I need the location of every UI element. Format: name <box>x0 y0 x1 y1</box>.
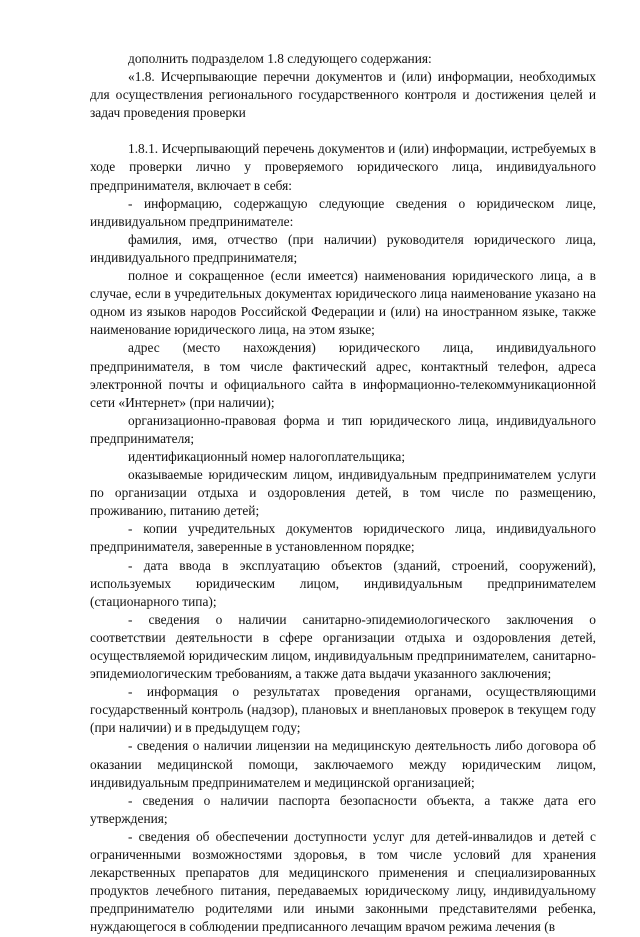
list-item-inspection-results: - информация о результатах проведения органами, осуществляющими государственный контроль (надзор), плановых и внеплановых проверок в текущем году (при наличии) и в предыдущем году; <box>90 684 596 736</box>
list-item-accessibility: - сведения об обеспечении доступности услуг для детей-инвалидов и детей с ограниченными возможностями здоровья, в том числе условий для хранения лекарственных препаратов для медицинского применения и специализированных продуктов лечебного питания, передаваемых юридическому лицу, индивидуальному предпринимателю родителями или иными законными представителями ребенка, нуждающегося в соблюдении предписанного лечащим врачом режима лечения (в <box>90 828 596 935</box>
list-item-info: - информацию, содержащую следующие сведения о юридическом лице, индивидуальном предпринимателе: <box>90 195 596 229</box>
paragraph-1-8-1: 1.8.1. Исчерпывающий перечень документов и (или) информации, истребуемых в ходе проверки лично у проверяемого юридического лица, индивидуального предпринимателя, включает в себя: <box>90 141 596 193</box>
paragraph-inn: идентификационный номер налогоплательщика; <box>128 448 406 464</box>
paragraph-legal-form: организационно-правовая форма и тип юридического лица, индивидуального предпринимателя; <box>90 412 596 446</box>
paragraph-section-1-8-heading: «1.8. Исчерпывающие перечни документов и (или) информации, необходимых для осуществления регионального государственного контроля и достижения целей и задач проведения проверки <box>90 69 596 121</box>
list-item-commissioning-date: - дата ввода в эксплуатацию объектов (зданий, строений, сооружений), используемых юридическим лицом, индивидуальным предпринимателем (стационарного типа); <box>90 557 596 609</box>
paragraph-services: оказываемые юридическим лицом, индивидуальным предпринимателем услуги по организации отдыха и оздоровления детей, в том числе по размещению, проживанию, питанию детей; <box>90 467 596 519</box>
list-item-medical-license: - сведения о наличии лицензии на медицинскую деятельность либо договора об оказании медицинской помощи, заключаемого между юридическим лицом, индивидуальным предпринимателем и медицинской организацией; <box>90 738 596 790</box>
list-item-charter-copies: - копии учредительных документов юридического лица, индивидуального предпринимателя, заверенные в установленном порядке; <box>90 521 596 555</box>
list-item-sanitary-conclusion: - сведения о наличии санитарно-эпидемиологического заключения о соответствии деятельности в сфере организации отдыха и оздоровления детей, осуществляемой юридическим лицом, индивидуальным предпринимателем, санитарно-эпидемиологическим требованиям, а также дата выдачи указанного заключения; <box>90 611 596 682</box>
paragraph-name: полное и сокращенное (если имеется) наименования юридического лица, а в случае, если в учредительных документах юридического лица наименование указано на одном из языков народов Российской Федерации и (или) на иностранном языке, также наименование юридического лица, на этом языке; <box>90 268 596 338</box>
list-item-safety-passport: - сведения о наличии паспорта безопасности объекта, а также дата его утверждения; <box>90 792 596 826</box>
paragraph-address: адрес (место нахождения) юридического лица, индивидуального предпринимателя, в том числе фактический адрес, контактный телефон, адреса электронной почты и официального сайта в информационно-телекоммуникационной сети «Интернет» (при наличии); <box>90 340 596 410</box>
paragraph-intro: дополнить подразделом 1.8 следующего содержания: <box>128 51 432 66</box>
document-page <box>90 50 596 937</box>
paragraph-fio: фамилия, имя, отчество (при наличии) руководителя юридического лица, индивидуального предпринимателя; <box>90 231 596 265</box>
